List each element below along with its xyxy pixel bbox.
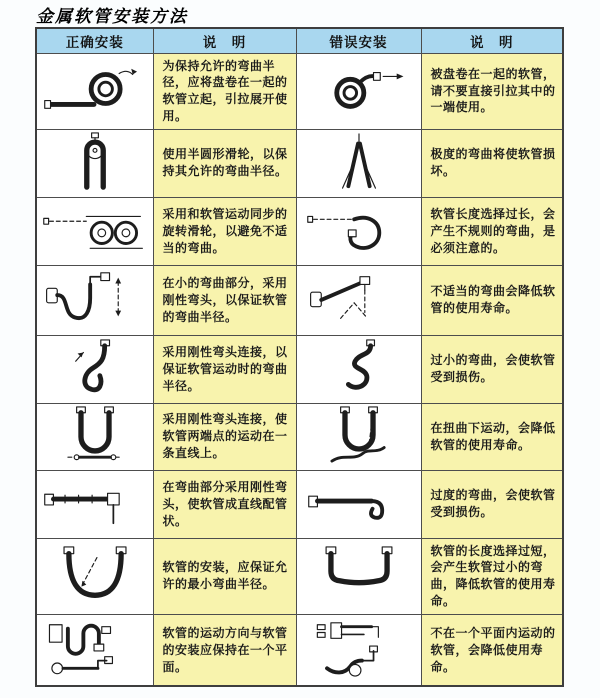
correct-image-cell (36, 470, 153, 538)
correct-desc-cell (153, 538, 296, 614)
correct-desc-text: 使用半圆形滑轮，以保持其允许的弯曲半径。 (162, 147, 288, 179)
table-row (36, 335, 563, 403)
hose-single-plane-motion-image (40, 617, 150, 679)
wrong-image-cell (296, 335, 421, 403)
wrong-desc-text: 过度的弯曲，会使软管受到损伤。 (430, 488, 556, 520)
header-description-left: 说 明 (153, 28, 296, 53)
correct-image-cell (36, 538, 153, 614)
correct-desc-text: 采用和软管运动同步的旋转滑轮，以避免不适当的弯曲。 (162, 206, 288, 255)
correct-image-cell (36, 197, 153, 265)
wrong-desc-cell (421, 538, 563, 614)
header-row (36, 28, 563, 53)
wrong-desc-cell (421, 335, 563, 403)
correct-desc-cell (153, 614, 296, 686)
hose-u-shape-inline-motion-image (45, 405, 145, 463)
wrong-desc-text: 在扭曲下运动，会降低软管的使用寿命。 (430, 420, 556, 452)
wrong-desc-text: 极度的弯曲将使软管损坏。 (430, 147, 556, 179)
table-row (36, 53, 563, 129)
hose-synchronized-rotating-pulleys-image (40, 200, 150, 258)
hose-straight-with-rigid-elbow-image (40, 473, 150, 531)
table-row (36, 538, 563, 614)
table-row (36, 403, 563, 470)
wrong-desc-cell (421, 53, 563, 129)
correct-desc-cell (153, 470, 296, 538)
wrong-desc-text: 不在一个平面内运动的软管，会降低使用寿命。 (430, 625, 556, 674)
header-wrong-install: 错误安装 (296, 28, 421, 53)
hose-too-small-bend-image (309, 338, 409, 396)
table-row (36, 470, 563, 538)
correct-desc-text: 采用刚性弯头连接，使软管两端点的运动在一条直线上。 (162, 412, 288, 461)
coiled-hose-standing-image (41, 60, 149, 118)
correct-image-cell (36, 403, 153, 470)
wrong-desc-text: 过小的弯曲，会使软管受到损伤。 (430, 353, 556, 385)
correct-desc-cell (153, 129, 296, 197)
hose-improper-angled-bend-image (304, 268, 414, 328)
wrong-image-cell (296, 197, 421, 265)
installation-table (35, 27, 564, 687)
wrong-desc-text: 软管的长度选择过短，会产生软管过小的弯曲，降低软管的使用寿命。 (430, 543, 556, 609)
wrong-desc-cell (421, 265, 563, 335)
correct-desc-text: 为保持允许的弯曲半径，应将盘卷在一起的软管立起，引拉展开使用。 (162, 58, 288, 123)
correct-desc-text: 在弯曲部分采用刚性弯头，使软管成直线配管状。 (162, 479, 288, 528)
correct-image-cell (36, 53, 153, 129)
correct-desc-cell (153, 403, 296, 470)
wrong-desc-cell (421, 403, 563, 470)
wrong-desc-cell (421, 614, 563, 686)
correct-desc-text: 软管的安装，应保证允许的最小弯曲半径。 (162, 560, 288, 592)
correct-image-cell (36, 129, 153, 197)
wrong-image-cell (296, 538, 421, 614)
table-row (36, 265, 563, 335)
correct-desc-text: 软管的运动方向与软管的安装应保持在一个平面。 (162, 625, 288, 674)
wrong-desc-text: 不适当的弯曲会降低软管的使用寿命。 (430, 284, 556, 316)
correct-desc-cell (153, 197, 296, 265)
wrong-desc-text: 软管长度选择过长，会产生不规则的弯曲，是必须注意的。 (430, 206, 556, 255)
correct-image-cell (36, 265, 153, 335)
wrong-desc-cell (421, 470, 563, 538)
correct-desc-cell (153, 53, 296, 129)
wrong-desc-cell (421, 129, 563, 197)
correct-image-cell (36, 614, 153, 686)
wrong-image-cell (296, 403, 421, 470)
table-row (36, 197, 563, 265)
hose-overbent-end-image (304, 473, 414, 531)
correct-desc-text: 采用刚性弯头连接，以保证软管运动时的弯曲半径。 (162, 344, 288, 393)
hose-u-shape-twisted-motion-image (309, 405, 409, 463)
page-title: 金属软管安装方法 (36, 7, 188, 27)
hose-min-bend-radius-u-image (45, 544, 145, 604)
wrong-image-cell (296, 129, 421, 197)
header-description-right: 说 明 (421, 28, 563, 53)
correct-desc-cell (153, 265, 296, 335)
correct-desc-cell (153, 335, 296, 403)
coiled-hose-direct-pull-image (305, 60, 413, 118)
table-row (36, 129, 563, 197)
table-row (36, 614, 563, 686)
wrong-image-cell (296, 614, 421, 686)
wrong-desc-cell (421, 197, 563, 265)
hose-multi-plane-motion-image (304, 617, 414, 679)
hose-excess-length-loop-image (304, 200, 414, 258)
hose-over-semicircular-pulley-image (45, 131, 145, 191)
wrong-image-cell (296, 265, 421, 335)
hose-extreme-sharp-fold-image (309, 131, 409, 191)
correct-image-cell (36, 335, 153, 403)
hose-rigid-elbow-small-bend-image (40, 268, 150, 328)
hose-rigid-elbow-connection-curve-image (45, 338, 145, 396)
correct-desc-text: 在小的弯曲部分，采用刚性弯头，以保证软管的弯曲半径。 (162, 275, 288, 324)
wrong-desc-text: 被盘卷在一起的软管，请不要直接引拉其中的一端使用。 (430, 66, 556, 115)
hose-too-short-flat-u-image (309, 544, 409, 604)
header-correct-install: 正确安装 (36, 28, 153, 53)
wrong-image-cell (296, 53, 421, 129)
wrong-image-cell (296, 470, 421, 538)
